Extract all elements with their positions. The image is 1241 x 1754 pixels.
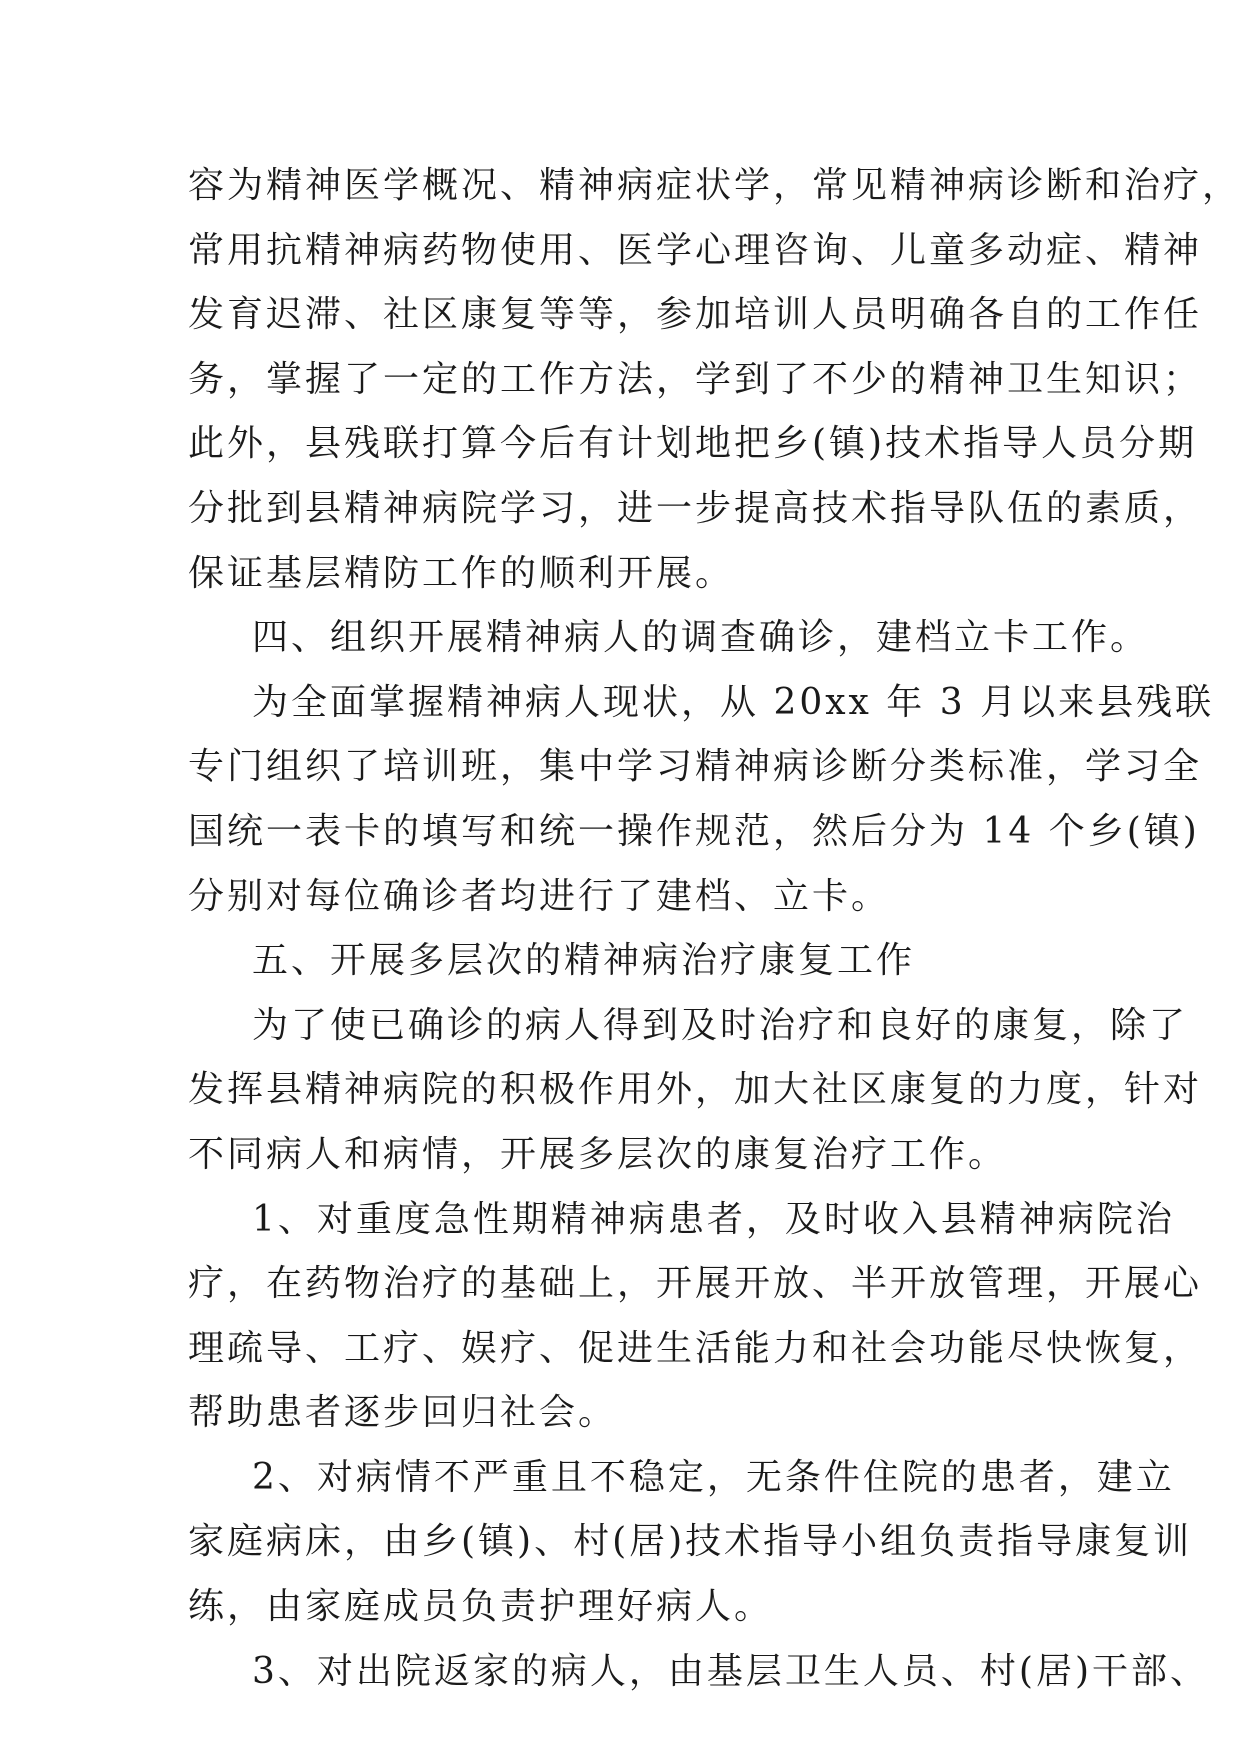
list-item-start: 3、对出院返家的病人，由基层卫生人员、村(居)干部、: [252, 1650, 1209, 1692]
text-line: 分批到县精神病院学习，进一步提高技术指导队伍的素质，: [188, 487, 1203, 529]
text-line: 专门组织了培训班，集中学习精神病诊断分类标准，学习全: [188, 746, 1203, 788]
text-line: 理疏导、工疗、娱疗、促进生活能力和社会功能尽快恢复，: [188, 1327, 1203, 1369]
list-item-start: 2、对病情不严重且不稳定，无条件住院的患者，建立: [252, 1456, 1175, 1498]
text-line: 不同病人和病情，开展多层次的康复治疗工作。: [188, 1133, 1008, 1175]
paragraph-start: 为了使已确诊的病人得到及时治疗和良好的康复，除了: [252, 1004, 1189, 1046]
section-heading: 四、组织开展精神病人的调查确诊，建档立卡工作。: [252, 617, 1150, 659]
document-body: [188, 154, 1241, 1704]
text-line: 发育迟滞、社区康复等等，参加培训人员明确各自的工作任: [188, 294, 1203, 336]
text-line: 疗，在药物治疗的基础上，开展开放、半开放管理，开展心: [188, 1263, 1203, 1305]
section-heading: 五、开展多层次的精神病治疗康复工作: [252, 940, 916, 982]
text-line: 常用抗精神病药物使用、医学心理咨询、儿童多动症、精神: [188, 229, 1203, 271]
text-line: 容为精神医学概况、精神病症状学，常见精神病诊断和治疗，: [188, 165, 1241, 206]
text-line: 分别对每位确诊者均进行了建档、立卡。: [188, 875, 891, 917]
text-line: 帮助患者逐步回归社会。: [188, 1392, 618, 1434]
text-line: 国统一表卡的填写和统一操作规范，然后分为 14 个乡(镇): [188, 810, 1200, 852]
text-line: 发挥县精神病院的积极作用外，加大社区康复的力度，针对: [188, 1069, 1203, 1111]
text-line: 保证基层精防工作的顺利开展。: [188, 552, 735, 594]
text-line: 家庭病床，由乡(镇)、村(居)技术指导小组负责指导康复训: [188, 1521, 1193, 1563]
paragraph-start: 为全面掌握精神病人现状，从 20xx 年 3 月以来县残联: [252, 681, 1215, 723]
text-line: 练，由家庭成员负责护理好病人。: [188, 1586, 774, 1628]
text-line: 此外，县残联打算今后有计划地把乡(镇)技术指导人员分期: [188, 423, 1198, 465]
text-line: 务，掌握了一定的工作方法，学到了不少的精神卫生知识；: [188, 358, 1203, 400]
list-item-start: 1、对重度急性期精神病患者，及时收入县精神病院治: [252, 1198, 1175, 1240]
